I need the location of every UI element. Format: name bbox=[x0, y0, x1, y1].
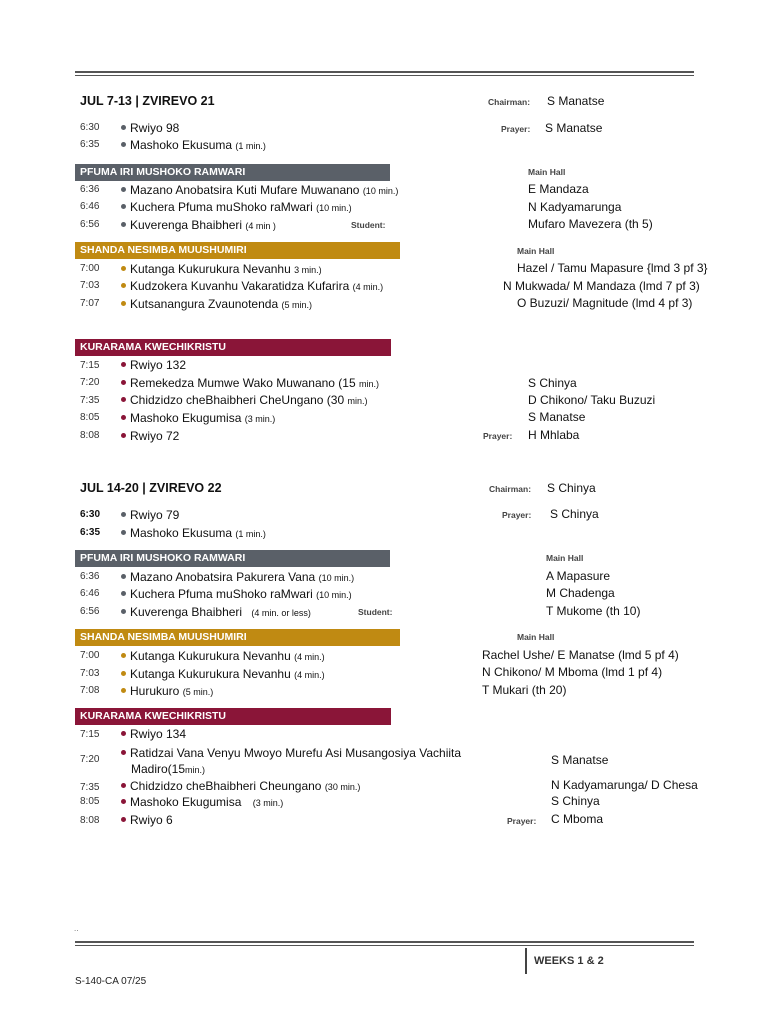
bullet-dot-icon bbox=[121, 574, 126, 579]
week2-chairman-label: Chairman: bbox=[489, 484, 532, 494]
assignee: D Chikono/ Taku Buzuzi bbox=[528, 393, 656, 407]
assignee: O Buzuzi/ Magnitude (lmd 4 pf 3) bbox=[517, 296, 693, 310]
program-item: Hurukuro (5 min.) bbox=[121, 684, 213, 698]
section-header-ministry: SHANDA NESIMBA MUUSHUMIRI bbox=[75, 242, 400, 259]
assignee: T Mukome (th 10) bbox=[546, 604, 641, 618]
student-label: Student: bbox=[358, 607, 393, 617]
time: 6:56 bbox=[80, 219, 100, 230]
footer-divider bbox=[525, 948, 527, 974]
week1-chairman: S Manatse bbox=[547, 94, 605, 108]
program-item: Ratidzai Vana Venyu Mwoyo Murefu Asi Musangosiya Vachiita Madiro(15min.) bbox=[121, 745, 461, 778]
program-item: Mazano Anobatsira Kuti Mufare Muwanano (10 min.) bbox=[121, 183, 398, 197]
program-item: Kutsanangura Zvaunotenda (5 min.) bbox=[121, 297, 312, 311]
time: 7:20 bbox=[80, 377, 100, 388]
time: 6:35 bbox=[80, 139, 100, 150]
assignee: Mufaro Mavezera (th 5) bbox=[528, 217, 653, 231]
time: 7:07 bbox=[80, 298, 100, 309]
time: 6:36 bbox=[80, 571, 100, 582]
bullet-dot-icon bbox=[121, 187, 126, 192]
week1-heading: JUL 7-13 | ZVIREVO 21 bbox=[80, 94, 215, 108]
time: 7:08 bbox=[80, 685, 100, 696]
assignee: H Mhlaba bbox=[528, 428, 580, 442]
weeks-label: WEEKS 1 & 2 bbox=[534, 955, 604, 967]
song-item: Rwiyo 72 bbox=[121, 429, 179, 443]
assignee: N Chikono/ M Mboma (lmd 1 pf 4) bbox=[482, 665, 663, 679]
time: 6:36 bbox=[80, 184, 100, 195]
program-item: Remekedza Mumwe Wako Muwanano (15 min.) bbox=[121, 376, 379, 390]
assignee: A Mapasure bbox=[546, 569, 611, 583]
hall-label: Main Hall bbox=[546, 553, 584, 563]
bullet-dot-icon bbox=[121, 433, 126, 438]
program-item: Mashoko Ekugumisa (3 min.) bbox=[121, 411, 275, 425]
program-item: Kutanga Kukurukura Nevanhu (4 min.) bbox=[121, 649, 325, 663]
program-item: Mashoko Ekugumisa (3 min.) bbox=[121, 795, 283, 809]
program-item: Kuverenga Bhaibheri (4 min ) bbox=[121, 218, 276, 232]
time: 7:35 bbox=[80, 782, 100, 793]
opening-comments-item: Mashoko Ekusuma (1 min.) bbox=[121, 526, 266, 540]
time: 7:03 bbox=[80, 280, 100, 291]
bottom-rule-thin bbox=[75, 945, 694, 946]
bullet-dot-icon bbox=[121, 591, 126, 596]
program-item: Kutanga Kukurukura Nevanhu 3 min.) bbox=[121, 262, 322, 276]
time: 8:05 bbox=[80, 796, 100, 807]
song-item: Rwiyo 79 bbox=[121, 508, 179, 522]
assignee: E Mandaza bbox=[528, 182, 589, 196]
time: 8:05 bbox=[80, 412, 100, 423]
bullet-dot-icon bbox=[121, 397, 126, 402]
top-rule-thin bbox=[75, 75, 694, 76]
opening-comments-item: Mashoko Ekusuma (1 min.) bbox=[121, 138, 266, 152]
program-item: Kuchera Pfuma muShoko raMwari (10 min.) bbox=[121, 587, 352, 601]
bullet-dot-icon bbox=[121, 283, 126, 288]
program-item: Kudzokera Kuvanhu Vakaratidza Kufarira (4 min.) bbox=[121, 279, 383, 293]
bullet-dot-icon bbox=[121, 688, 126, 693]
prayer-label: Prayer: bbox=[507, 816, 537, 826]
time: 6:56 bbox=[80, 606, 100, 617]
assignee: T Mukari (th 20) bbox=[482, 683, 567, 697]
bullet-dot-icon bbox=[121, 783, 126, 788]
song-item: Rwiyo 6 bbox=[121, 813, 173, 827]
bullet-dot-icon bbox=[121, 125, 126, 130]
prayer-label: Prayer: bbox=[483, 431, 513, 441]
bullet-dot-icon bbox=[121, 380, 126, 385]
assignee: N Kadyamarunga bbox=[528, 200, 622, 214]
time: 8:08 bbox=[80, 815, 100, 826]
week1-chairman-label: Chairman: bbox=[488, 97, 531, 107]
bullet-dot-icon bbox=[121, 204, 126, 209]
bullet-dot-icon bbox=[121, 671, 126, 676]
bullet-dot-icon bbox=[121, 653, 126, 658]
footer-dots: .. bbox=[74, 924, 79, 933]
time: 6:46 bbox=[80, 588, 100, 599]
time: 7:15 bbox=[80, 360, 100, 371]
bullet-dot-icon bbox=[121, 142, 126, 147]
form-code: S-140-CA 07/25 bbox=[75, 976, 147, 987]
assignee: S Manatse bbox=[551, 753, 609, 767]
bullet-dot-icon bbox=[121, 530, 126, 535]
song-item: Rwiyo 132 bbox=[121, 358, 186, 372]
assignee: M Chadenga bbox=[546, 586, 615, 600]
assignee: S Manatse bbox=[528, 410, 586, 424]
program-item: Chidzidzo cheBhaibheri CheUngano (30 min.) bbox=[121, 393, 367, 407]
bullet-dot-icon bbox=[121, 609, 126, 614]
hall-label: Main Hall bbox=[528, 167, 566, 177]
bullet-dot-icon bbox=[121, 266, 126, 271]
bullet-dot-icon bbox=[121, 301, 126, 306]
program-item: Chidzidzo cheBhaibheri Cheungano (30 min.) bbox=[121, 779, 360, 793]
program-item: Kuchera Pfuma muShoko raMwari (10 min.) bbox=[121, 200, 352, 214]
program-item: Kutanga Kukurukura Nevanhu (4 min.) bbox=[121, 667, 325, 681]
assignee: N Kadyamarunga/ D Chesa bbox=[551, 778, 698, 792]
section-header-christian-living: KURARAMA KWECHIKRISTU bbox=[75, 708, 391, 725]
prayer-label: Prayer: bbox=[501, 124, 531, 134]
time: 6:30 bbox=[80, 122, 100, 133]
week2-chairman: S Chinya bbox=[547, 481, 596, 495]
hall-label: Main Hall bbox=[517, 246, 555, 256]
song-item: Rwiyo 98 bbox=[121, 121, 179, 135]
bullet-dot-icon bbox=[121, 415, 126, 420]
assignee: S Chinya bbox=[550, 507, 599, 521]
section-header-ministry: SHANDA NESIMBA MUUSHUMIRI bbox=[75, 629, 400, 646]
bullet-dot-icon bbox=[121, 799, 126, 804]
assignee: Rachel Ushe/ E Manatse (lmd 5 pf 4) bbox=[482, 648, 679, 662]
song-item: Rwiyo 134 bbox=[121, 727, 186, 741]
hall-label: Main Hall bbox=[517, 632, 555, 642]
time: 7:00 bbox=[80, 650, 100, 661]
time: 7:35 bbox=[80, 395, 100, 406]
assignee: S Manatse bbox=[545, 121, 603, 135]
program-item: Mazano Anobatsira Pakurera Vana (10 min.) bbox=[121, 570, 354, 584]
bullet-dot-icon bbox=[121, 731, 126, 736]
assignee: C Mboma bbox=[551, 812, 604, 826]
bullet-dot-icon bbox=[121, 362, 126, 367]
time: 6:35 bbox=[80, 527, 101, 538]
time: 7:15 bbox=[80, 729, 100, 740]
assignee: Hazel / Tamu Mapasure {lmd 3 pf 3} bbox=[517, 261, 708, 275]
time: 7:20 bbox=[80, 754, 100, 765]
section-header-treasures: PFUMA IRI MUSHOKO RAMWARI bbox=[75, 550, 390, 567]
bullet-dot-icon bbox=[121, 222, 126, 227]
time: 7:03 bbox=[80, 668, 100, 679]
time: 8:08 bbox=[80, 430, 100, 441]
section-header-christian-living: KURARAMA KWECHIKRISTU bbox=[75, 339, 391, 356]
prayer-label: Prayer: bbox=[502, 510, 532, 520]
program-item: Kuverenga Bhaibheri (4 min. or less) bbox=[121, 605, 311, 619]
assignee: N Mukwada/ M Mandaza (lmd 7 pf 3) bbox=[503, 279, 700, 293]
section-header-treasures: PFUMA IRI MUSHOKO RAMWARI bbox=[75, 164, 390, 181]
student-label: Student: bbox=[351, 220, 386, 230]
bullet-dot-icon bbox=[121, 512, 126, 517]
assignee: S Chinya bbox=[551, 794, 600, 808]
time: 6:30 bbox=[80, 509, 101, 520]
week2-heading: JUL 14-20 | ZVIREVO 22 bbox=[80, 481, 222, 495]
assignee: S Chinya bbox=[528, 376, 577, 390]
bottom-rule bbox=[75, 941, 694, 943]
time: 7:00 bbox=[80, 263, 100, 274]
bullet-dot-icon bbox=[121, 750, 126, 755]
bullet-dot-icon bbox=[121, 817, 126, 822]
time: 6:46 bbox=[80, 201, 100, 212]
top-rule bbox=[75, 71, 694, 73]
